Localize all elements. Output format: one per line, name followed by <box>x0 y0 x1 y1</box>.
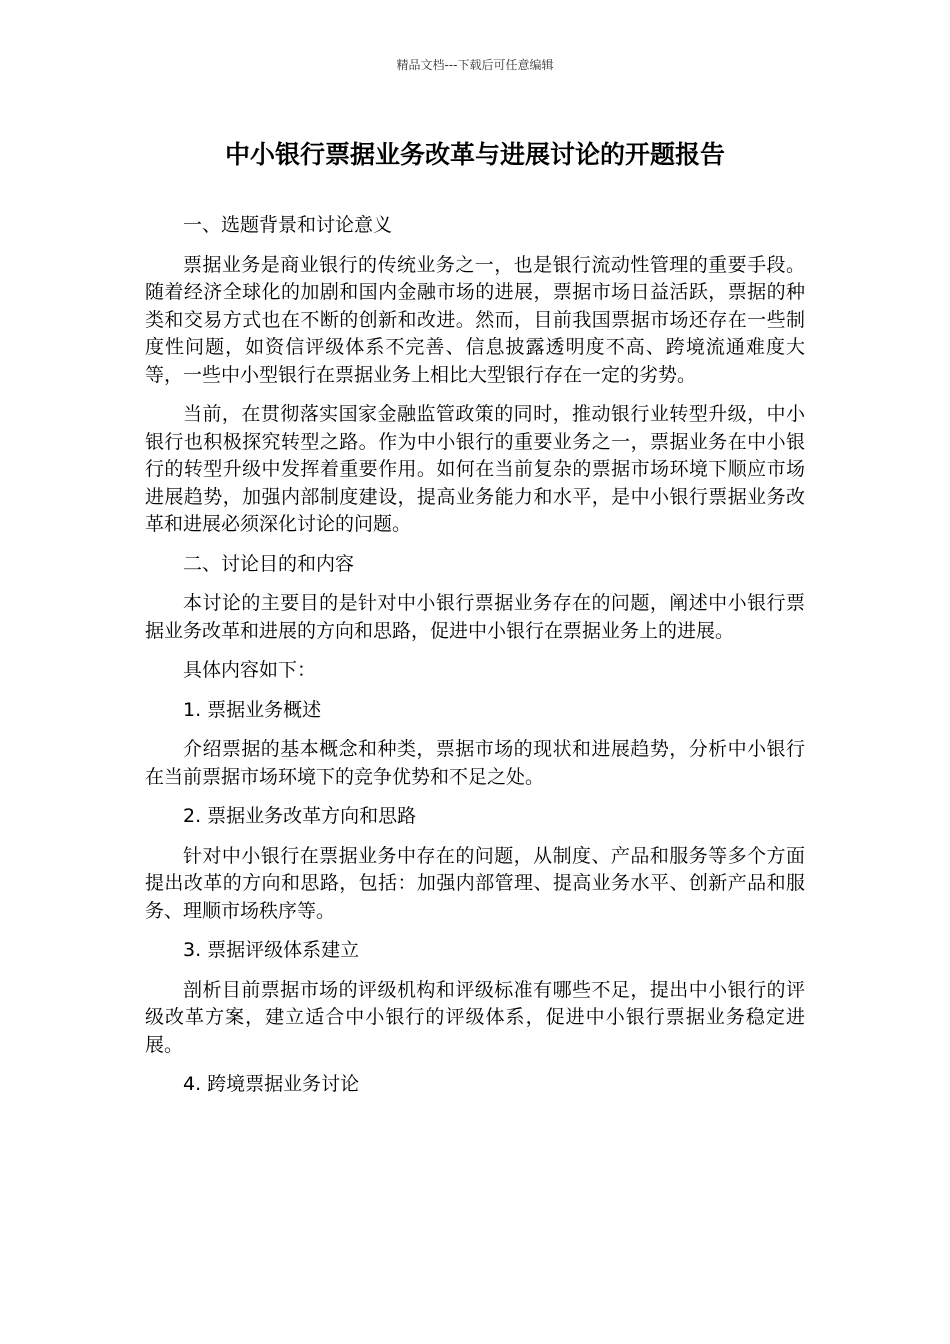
item3-heading: 3. 票据评级体系建立 <box>183 939 360 961</box>
section1-paragraph-1: 票据业务是商业银行的传统业务之一，也是银行流动性管理的重要手段。随着经济全球化的加剧和国内金融市场的进展，票据市场日益活跃，票据的种类和交易方式也在不断的创新和改进。然而，目前我国票据市场还存在一些制度性问题，如资信评级体系不完善、信息披露透明度不高、跨境流通难度大等，一些中小型银行在票据业务上相比大型银行存在一定的劣势。 <box>145 253 805 386</box>
document-title: 中小银行票据业务改革与进展讨论的开题报告 <box>224 140 725 169</box>
page-header: 精品文档---下载后可任意编辑 <box>396 58 554 72</box>
section2-paragraph-2: 具体内容如下： <box>183 659 317 681</box>
section1-heading: 一、选题背景和讨论意义 <box>183 214 393 236</box>
document-body <box>145 212 805 1111</box>
item2-text: 针对中小银行在票据业务中存在的问题，从制度、产品和服务等多个方面提出改革的方向和思路，包括：加强内部管理、提高业务水平、创新产品和服务、理顺市场秩序等。 <box>145 844 805 922</box>
section1-paragraph-2: 当前，在贯彻落实国家金融监管政策的同时，推动银行业转型升级，中小银行也积极探究转型之路。作为中小银行的重要业务之一，票据业务在中小银行的转型升级中发挥着重要作用。如何在当前复杂的票据市场环境下顺应市场进展趋势，加强内部制度建设，提高业务能力和水平，是中小银行票据业务改革和进展必须深化讨论的问题。 <box>145 403 805 535</box>
section2-heading: 二、讨论目的和内容 <box>183 552 355 575</box>
item2-heading: 2. 票据业务改革方向和思路 <box>183 805 417 827</box>
item1-heading: 1. 票据业务概述 <box>183 698 322 721</box>
section2-paragraph-1: 本讨论的主要目的是针对中小银行票据业务存在的问题，阐述中小银行票据业务改革和进展的方向和思路，促进中小银行在票据业务上的进展。 <box>145 592 805 642</box>
item4-heading: 4. 跨境票据业务讨论 <box>183 1073 360 1095</box>
item1-text: 介绍票据的基本概念和种类，票据市场的现状和进展趋势，分析中小银行在当前票据市场环境下的竞争优势和不足之处。 <box>145 738 805 788</box>
item3-text: 剖析目前票据市场的评级机构和评级标准有哪些不足，提出中小银行的评级改革方案，建立适合中小银行的评级体系，促进中小银行票据业务稳定进展。 <box>145 978 805 1056</box>
